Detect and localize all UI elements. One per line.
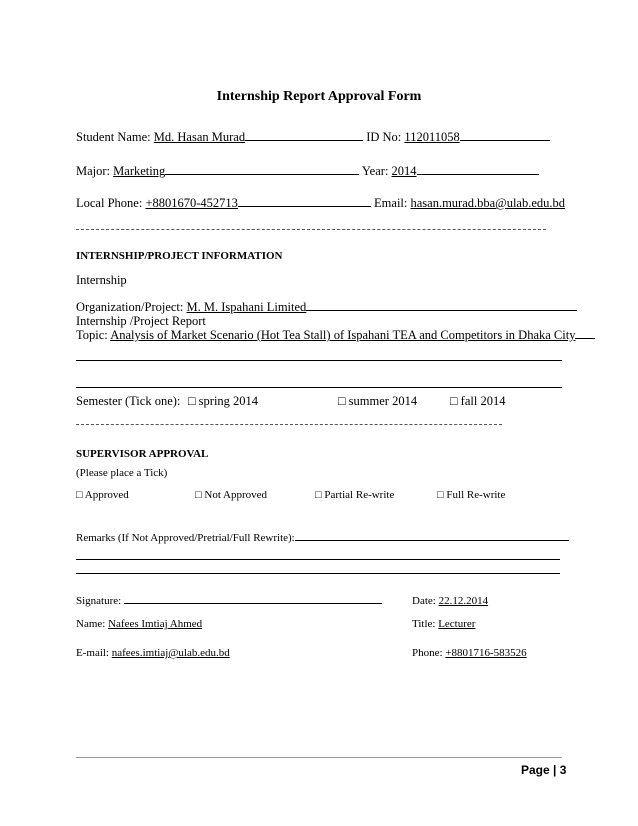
year-fill: [417, 173, 539, 175]
remarks-line-2[interactable]: [76, 573, 560, 574]
phone-value: +8801670-452713: [145, 196, 238, 210]
name-value: Nafees Imtiaj Ahmed: [108, 618, 203, 630]
email-label: Email:: [374, 196, 408, 210]
date-label: Date:: [412, 595, 436, 607]
major-row: [76, 165, 539, 178]
student-name-fill: [245, 139, 363, 141]
remarks-row: [76, 533, 569, 544]
title-label: Title:: [412, 618, 436, 630]
title-value: Lecturer: [438, 618, 476, 630]
project-type: Internship: [76, 273, 127, 287]
approval-option-not-approved[interactable]: □ Not Approved: [195, 489, 268, 501]
name-row: [76, 619, 202, 630]
topic-value: Analysis of Market Scenario (Hot Tea Stall) of Ispahani TEA and Competitors in Dhaka City: [110, 328, 576, 342]
semester-label: Semester (Tick one):: [76, 394, 181, 408]
phone-fill: [238, 205, 371, 207]
student-name-value: Md. Hasan Murad: [153, 130, 246, 144]
supervisor-phone-value: +8801716-583526: [445, 647, 527, 659]
year-value: 2014: [391, 164, 417, 178]
semester-option-summer[interactable]: □ summer 2014: [338, 394, 418, 408]
remarks-line-1[interactable]: [76, 559, 560, 560]
id-value: 112011058: [404, 130, 460, 144]
signature-row: [76, 596, 382, 607]
name-label: Name:: [76, 618, 106, 630]
phone-label: Local Phone:: [76, 196, 143, 210]
date-value: 22.12.2014: [438, 595, 489, 607]
supervisor-email-label: E-mail:: [76, 647, 109, 659]
approval-option-approved[interactable]: □ Approved: [76, 489, 129, 501]
supervisor-heading: SUPERVISOR APPROVAL: [76, 448, 209, 460]
supervisor-email-value: nafees.imtiaj@ulab.edu.bd: [111, 647, 230, 659]
student-name-label: Student Name:: [76, 130, 151, 144]
student-row: [76, 131, 550, 144]
topic-fill: [575, 337, 595, 339]
organization-label: Organization/Project:: [76, 300, 184, 314]
separator-dashed-2: [76, 424, 502, 425]
organization-value: M. M. Ispahani Limited: [186, 300, 307, 314]
report-type: Internship /Project Report: [76, 314, 206, 328]
semester-option-spring[interactable]: □ spring 2014: [188, 394, 259, 408]
separator-dashed: [76, 229, 546, 230]
topic-row: [76, 329, 595, 342]
blank-line-1: [76, 360, 562, 361]
remarks-label: Remarks (If Not Approved/Pretrial/Full Rewrite):: [76, 532, 295, 544]
major-label: Major:: [76, 164, 111, 178]
blank-line-2: [76, 387, 562, 388]
approval-option-partial-rewrite[interactable]: □ Partial Re-write: [315, 489, 395, 501]
major-value: Marketing: [113, 164, 166, 178]
email-value: hasan.murad.bba@ulab.edu.bd: [410, 196, 566, 210]
project-heading: INTERNSHIP/PROJECT INFORMATION: [76, 250, 283, 262]
supervisor-phone-label: Phone:: [412, 647, 443, 659]
organization-row: [76, 301, 577, 314]
year-label: Year:: [361, 164, 389, 178]
tick-instruction: (Please place a Tick): [76, 467, 168, 479]
signature-fill[interactable]: [124, 602, 382, 604]
footer-rule: [76, 757, 562, 758]
remarks-fill[interactable]: [295, 539, 569, 541]
page-number: Page | 3: [521, 763, 567, 777]
date-row: [412, 596, 488, 607]
form-title: Internship Report Approval Form: [216, 89, 422, 104]
signature-label: Signature:: [76, 595, 122, 607]
major-fill: [165, 173, 359, 175]
supervisor-phone-row: [412, 648, 527, 659]
topic-label: Topic:: [76, 328, 108, 342]
approval-option-full-rewrite[interactable]: □ Full Re-write: [437, 489, 506, 501]
id-fill: [460, 139, 550, 141]
supervisor-email-row: [76, 648, 230, 659]
id-label: ID No:: [366, 130, 402, 144]
organization-fill: [306, 309, 577, 311]
phone-row: [76, 197, 565, 210]
title-row: [412, 619, 475, 630]
semester-option-fall[interactable]: □ fall 2014: [450, 394, 506, 408]
